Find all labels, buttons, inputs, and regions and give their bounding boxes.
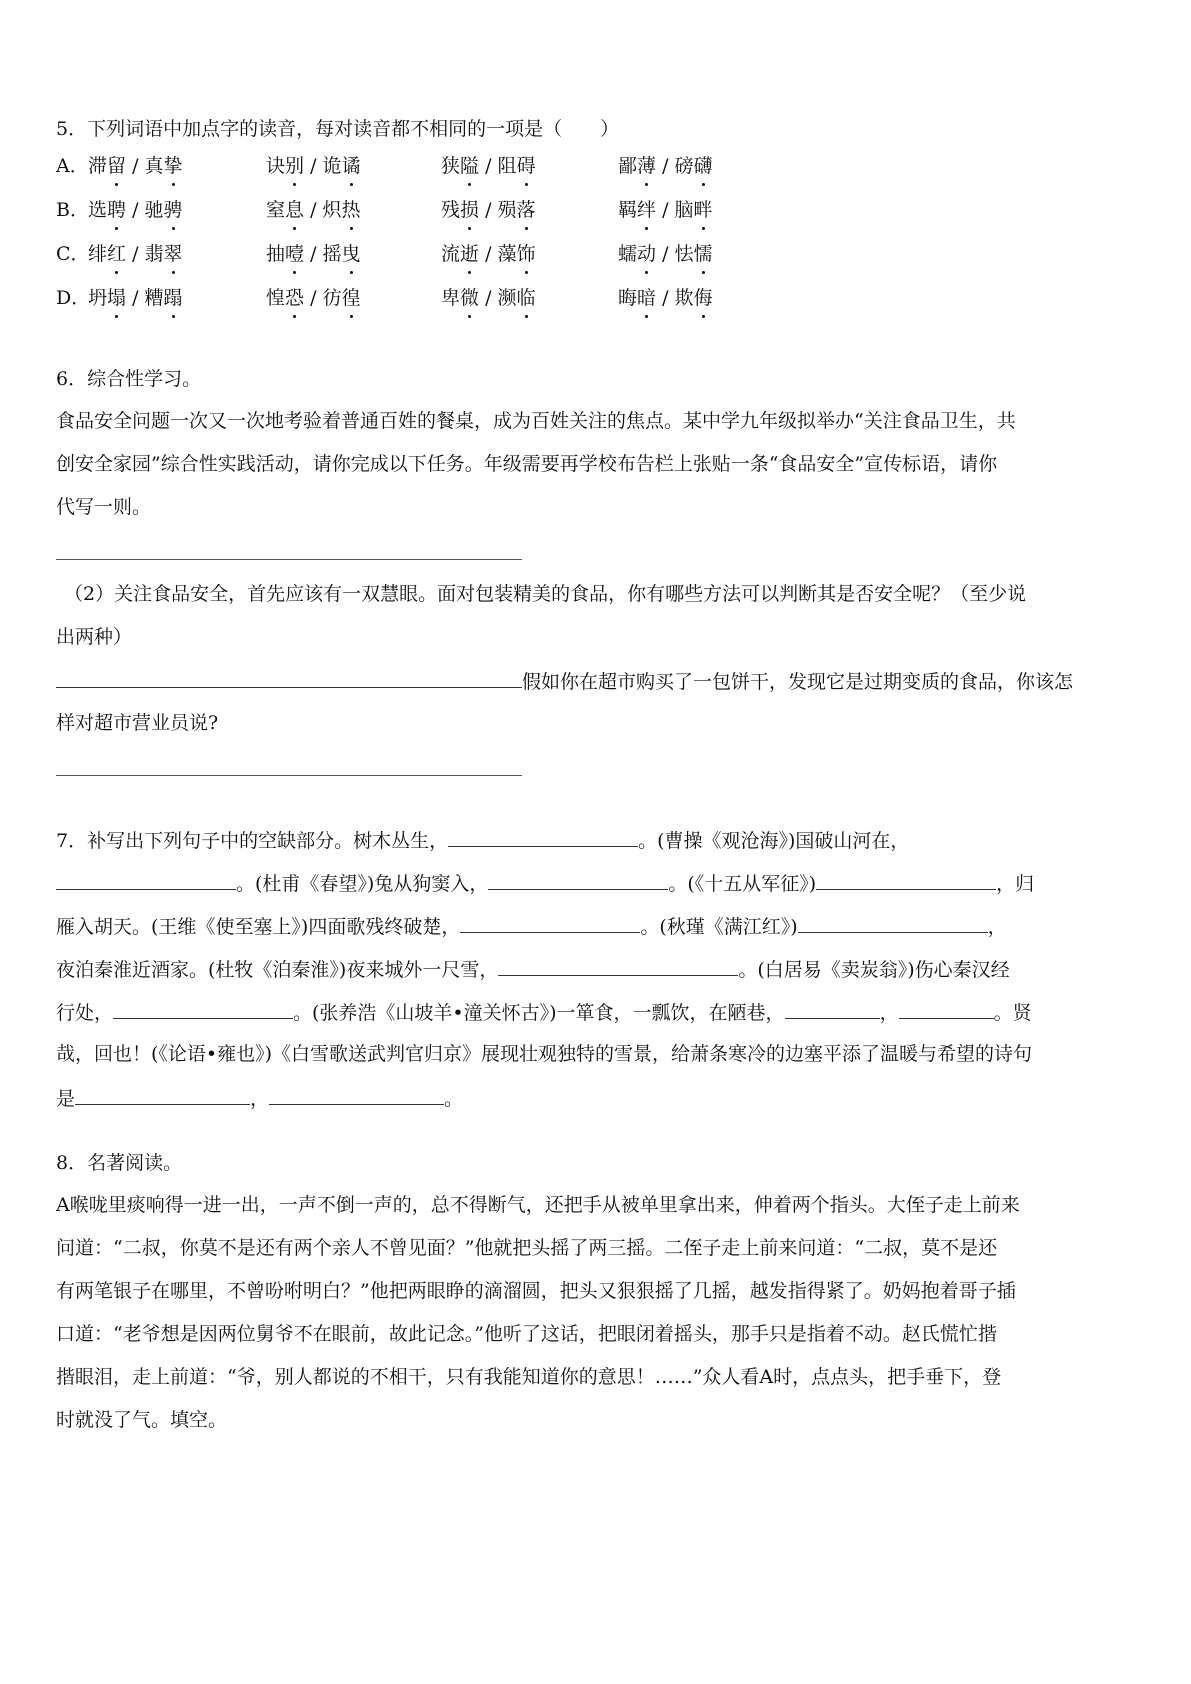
q7-line: 。(杜甫《春望》)兔从狗窦入， 。(《十五从军征》) ，归	[56, 869, 1034, 897]
word-char: 徨	[341, 287, 361, 309]
slash-separator: /	[126, 155, 145, 177]
q5-word-pair	[266, 197, 361, 223]
word-char: 微	[460, 287, 480, 309]
word-char: 摇	[322, 243, 342, 265]
q5-stem: 5．下列词语中加点字的读音，每对读音都不相同的一项是（ ）	[56, 118, 620, 140]
word-char: 绯	[88, 243, 108, 265]
q7-blank[interactable]	[798, 912, 988, 933]
word-char: 谲	[341, 155, 361, 177]
word-char: 脑	[674, 199, 694, 221]
word-char: 坍	[88, 287, 108, 309]
slash-separator: /	[479, 287, 498, 309]
q7-line: 行处， 。(张养浩《山坡羊•潼关怀古》)一箪食，一瓢饮，在陋巷， ， 。贤	[56, 998, 1032, 1026]
word-char: 懦	[693, 243, 713, 265]
word-char: 畔	[693, 199, 713, 221]
word-char: 留	[107, 155, 127, 177]
q5-word-pair	[618, 197, 713, 223]
q5-word-pair	[88, 197, 183, 223]
word-char: 落	[516, 199, 536, 221]
word-char: 动	[637, 243, 657, 265]
word-char: 阻	[497, 155, 517, 177]
q7-blank[interactable]	[460, 912, 640, 933]
q7-blank[interactable]	[498, 955, 738, 976]
q6-title: 6．综合性学习。	[56, 368, 202, 390]
q5-word-pair	[441, 153, 536, 179]
q5-option-label[interactable]: A．	[56, 155, 89, 177]
q5-word-pair	[441, 285, 536, 311]
slash-separator: /	[304, 155, 323, 177]
word-char: 损	[460, 199, 480, 221]
slash-separator: /	[656, 199, 675, 221]
q5-word-pair	[88, 285, 183, 311]
word-char: 流	[441, 243, 461, 265]
word-char: 聘	[107, 199, 127, 221]
word-char: 狭	[441, 155, 461, 177]
word-char: 选	[88, 199, 108, 221]
word-char: 饰	[516, 243, 536, 265]
q7-blank[interactable]	[785, 998, 880, 1019]
word-char: 息	[285, 199, 305, 221]
q6-paragraph-line: 代写一则。	[56, 496, 152, 518]
word-char: 羁	[618, 199, 638, 221]
word-char: 暗	[637, 287, 657, 309]
word-char: 红	[107, 243, 127, 265]
word-char: 骋	[163, 199, 183, 221]
q7-blank[interactable]	[816, 869, 996, 890]
q5-word-pair	[266, 153, 361, 179]
word-char: 窒	[266, 199, 286, 221]
q7-blank[interactable]	[75, 1084, 250, 1105]
q7-blank[interactable]	[899, 998, 994, 1019]
q8-paragraph-line: 口道：“老爷想是因两位舅爷不在眼前，故此记念。”他听了这话，把眼闭着摇头，那手只是指着不动。赵氏慌忙揩	[56, 1323, 997, 1345]
word-char: 鄙	[618, 155, 638, 177]
q6-answer-blank-2[interactable]	[56, 667, 522, 688]
q7-line: 哉，回也！(《论语•雍也》)《白雪歌送武判官归京》展现壮观独特的雪景，给萧条寒冷的边塞平添了温暖与希望的诗句	[56, 1043, 1033, 1065]
slash-separator: /	[126, 243, 145, 265]
slash-separator: /	[304, 287, 323, 309]
q6-paragraph-line: 创安全家园”综合性实践活动，请你完成以下任务。年级需要再学校布告栏上张贴一条“食品安全”宣传标语，请你	[56, 453, 998, 475]
word-char: 塌	[107, 287, 127, 309]
word-char: 蠕	[618, 243, 638, 265]
q8-paragraph-line: 揩眼泪，走上前道：“爷，别人都说的不相干，只有我能知道你的意思！……”众人看A时，点点头，把手垂下，登	[56, 1366, 1002, 1388]
q8-paragraph-line: 有两笔银子在哪里，不曾吩咐明白？”他把两眼睁的滴溜圆，把头又狠狠摇了几摇，越发指得紧了。奶妈抱着哥子插	[56, 1280, 1016, 1302]
word-char: 驰	[144, 199, 164, 221]
q5-word-pair	[88, 153, 183, 179]
word-char: 濒	[497, 287, 517, 309]
q8-paragraph-line: 时就没了气。填空。	[56, 1409, 228, 1431]
word-char: 薄	[637, 155, 657, 177]
slash-separator: /	[656, 155, 675, 177]
q5-option-label[interactable]: C．	[56, 243, 90, 265]
q7-line: 是 ， 。	[56, 1084, 463, 1112]
word-char: 噎	[285, 243, 305, 265]
word-char: 恐	[285, 287, 305, 309]
word-char: 蹋	[163, 287, 183, 309]
q6-sub3-line: 假如你在超市购买了一包饼干，发现它是过期变质的食品，你该怎	[56, 667, 1073, 695]
word-char: 磅	[674, 155, 694, 177]
q7-line: 7．补写出下列句子中的空缺部分。树木丛生， 。(曹操《观沧海》)国破山河在，	[56, 826, 909, 854]
word-char: 炽	[322, 199, 342, 221]
word-char: 惶	[266, 287, 286, 309]
q7-blank[interactable]	[269, 1084, 444, 1105]
word-char: 彷	[322, 287, 342, 309]
slash-separator: /	[479, 243, 498, 265]
q5-word-pair	[266, 285, 361, 311]
slash-separator: /	[126, 287, 145, 309]
q7-line: 夜泊秦淮近酒家。(杜牧《泊秦淮》)夜来城外一尺雪， 。(白居易《卖炭翁》)伤心秦汉经	[56, 955, 1010, 983]
q7-blank[interactable]	[488, 869, 668, 890]
word-char: 残	[441, 199, 461, 221]
q5-option-label[interactable]: D．	[56, 287, 91, 309]
word-char: 糟	[144, 287, 164, 309]
word-char: 隘	[460, 155, 480, 177]
q6-paragraph-line: 食品安全问题一次又一次地考验着普通百姓的餐桌，成为百姓关注的焦点。某中学九年级拟举办“关注食品卫生，共	[56, 410, 1016, 432]
word-char: 绊	[637, 199, 657, 221]
word-char: 卑	[441, 287, 461, 309]
word-char: 真	[144, 155, 164, 177]
word-char: 殒	[497, 199, 517, 221]
word-char: 滞	[88, 155, 108, 177]
q8-paragraph-line: 问道：“二叔，你莫不是还有两个亲人不曾见面？”他就把头摇了两三摇。二侄子走上前来问道：“二叔，莫不是还	[56, 1237, 998, 1259]
slash-separator: /	[656, 243, 675, 265]
q6-sub3-line: 样对超市营业员说?	[56, 712, 219, 734]
slash-separator: /	[304, 243, 323, 265]
q7-blank[interactable]	[56, 869, 236, 890]
slash-separator: /	[126, 199, 145, 221]
q5-word-pair	[618, 285, 713, 311]
word-char: 曳	[341, 243, 361, 265]
q5-word-pair	[441, 197, 536, 223]
q5-word-pair	[618, 153, 713, 179]
q7-blank[interactable]	[113, 998, 293, 1019]
word-char: 翠	[163, 243, 183, 265]
word-char: 诀	[266, 155, 286, 177]
word-char: 侮	[693, 287, 713, 309]
word-char: 碍	[516, 155, 536, 177]
word-char: 欺	[674, 287, 694, 309]
q6-sub2-line: 出两种）	[56, 626, 133, 648]
q6-answer-blank-1[interactable]	[56, 559, 522, 560]
q5-word-pair	[88, 241, 183, 267]
q6-answer-blank-3[interactable]	[56, 775, 522, 776]
slash-separator: /	[304, 199, 323, 221]
word-char: 诡	[322, 155, 342, 177]
word-char: 挚	[163, 155, 183, 177]
slash-separator: /	[479, 199, 498, 221]
slash-separator: /	[479, 155, 498, 177]
q8-paragraph-line: A喉咙里痰响得一进一出，一声不倒一声的，总不得断气，还把手从被单里拿出来，伸着两个指头。大侄子走上前来	[56, 1194, 1020, 1216]
word-char: 礴	[693, 155, 713, 177]
slash-separator: /	[656, 287, 675, 309]
word-char: 热	[341, 199, 361, 221]
word-char: 藻	[497, 243, 517, 265]
q7-blank[interactable]	[448, 826, 638, 847]
q8-title: 8．名著阅读。	[56, 1152, 183, 1174]
word-char: 别	[285, 155, 305, 177]
q7-line: 雁入胡天。(王维《使至塞上》)四面歌残终破楚， 。(秋瑾《满江红》) ，	[56, 912, 1007, 940]
q5-option-label[interactable]: B．	[56, 199, 89, 221]
q5-word-pair	[618, 241, 713, 267]
word-char: 翡	[144, 243, 164, 265]
word-char: 怯	[674, 243, 694, 265]
q5-word-pair	[441, 241, 536, 267]
q6-sub2-line: （2）关注食品安全，首先应该有一双慧眼。面对包装精美的食品，你有哪些方法可以判断其是否安全呢？（至少说	[64, 583, 1027, 605]
word-char: 逝	[460, 243, 480, 265]
q5-word-pair	[266, 241, 361, 267]
word-char: 晦	[618, 287, 638, 309]
word-char: 临	[516, 287, 536, 309]
word-char: 抽	[266, 243, 286, 265]
